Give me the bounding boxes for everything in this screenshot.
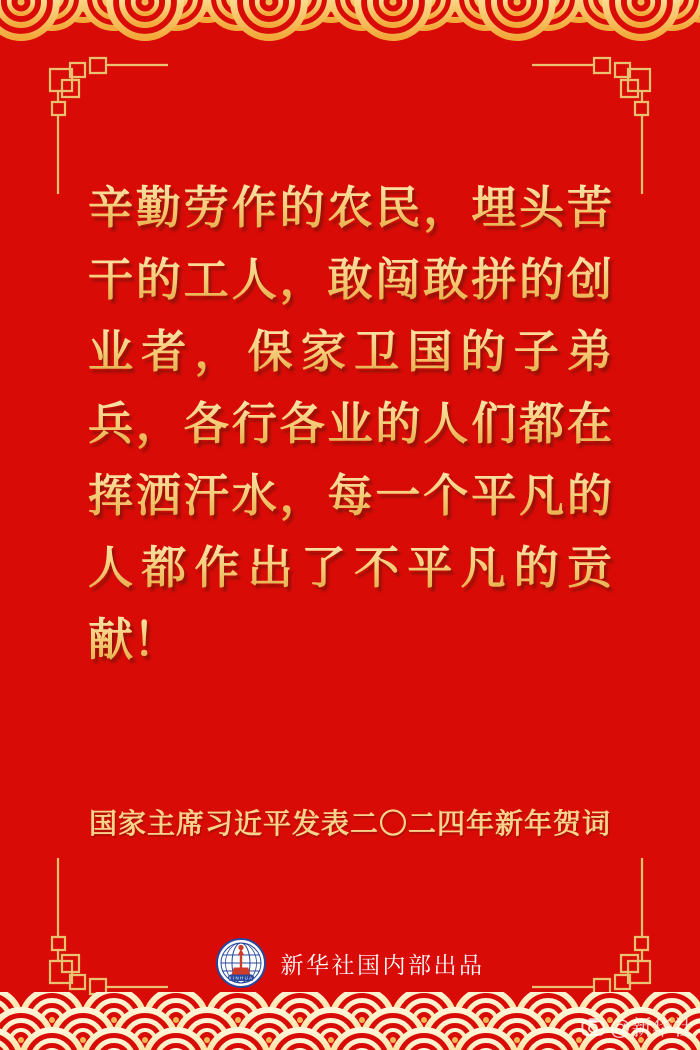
quote-line: 献！ xyxy=(88,604,612,676)
quote-text xyxy=(88,172,612,676)
logo-text: XINHUA xyxy=(228,975,253,981)
quote-line: 人都作出了不平凡的贡 xyxy=(88,532,612,604)
publisher-label: 新华社国内部出品 xyxy=(280,951,485,978)
caption: 国家主席习近平发表二〇二四年新年贺词 xyxy=(88,808,611,839)
quote-line: 干的工人，敢闯敢拼的创 xyxy=(88,244,612,316)
watermark-label: @新华社 xyxy=(609,1017,694,1040)
watermark xyxy=(581,1012,694,1042)
quote-line: 挥洒汗水，每一个平凡的 xyxy=(88,460,612,532)
publisher-row xyxy=(0,936,700,990)
camera-icon xyxy=(581,1017,605,1037)
quote-line: 辛勤劳作的农民，埋头苦 xyxy=(88,172,612,244)
quote-line: 业者，保家卫国的子弟 xyxy=(88,316,612,388)
xinhua-logo-icon xyxy=(216,938,266,988)
quote-line: 兵，各行各业的人们都在 xyxy=(88,388,612,460)
